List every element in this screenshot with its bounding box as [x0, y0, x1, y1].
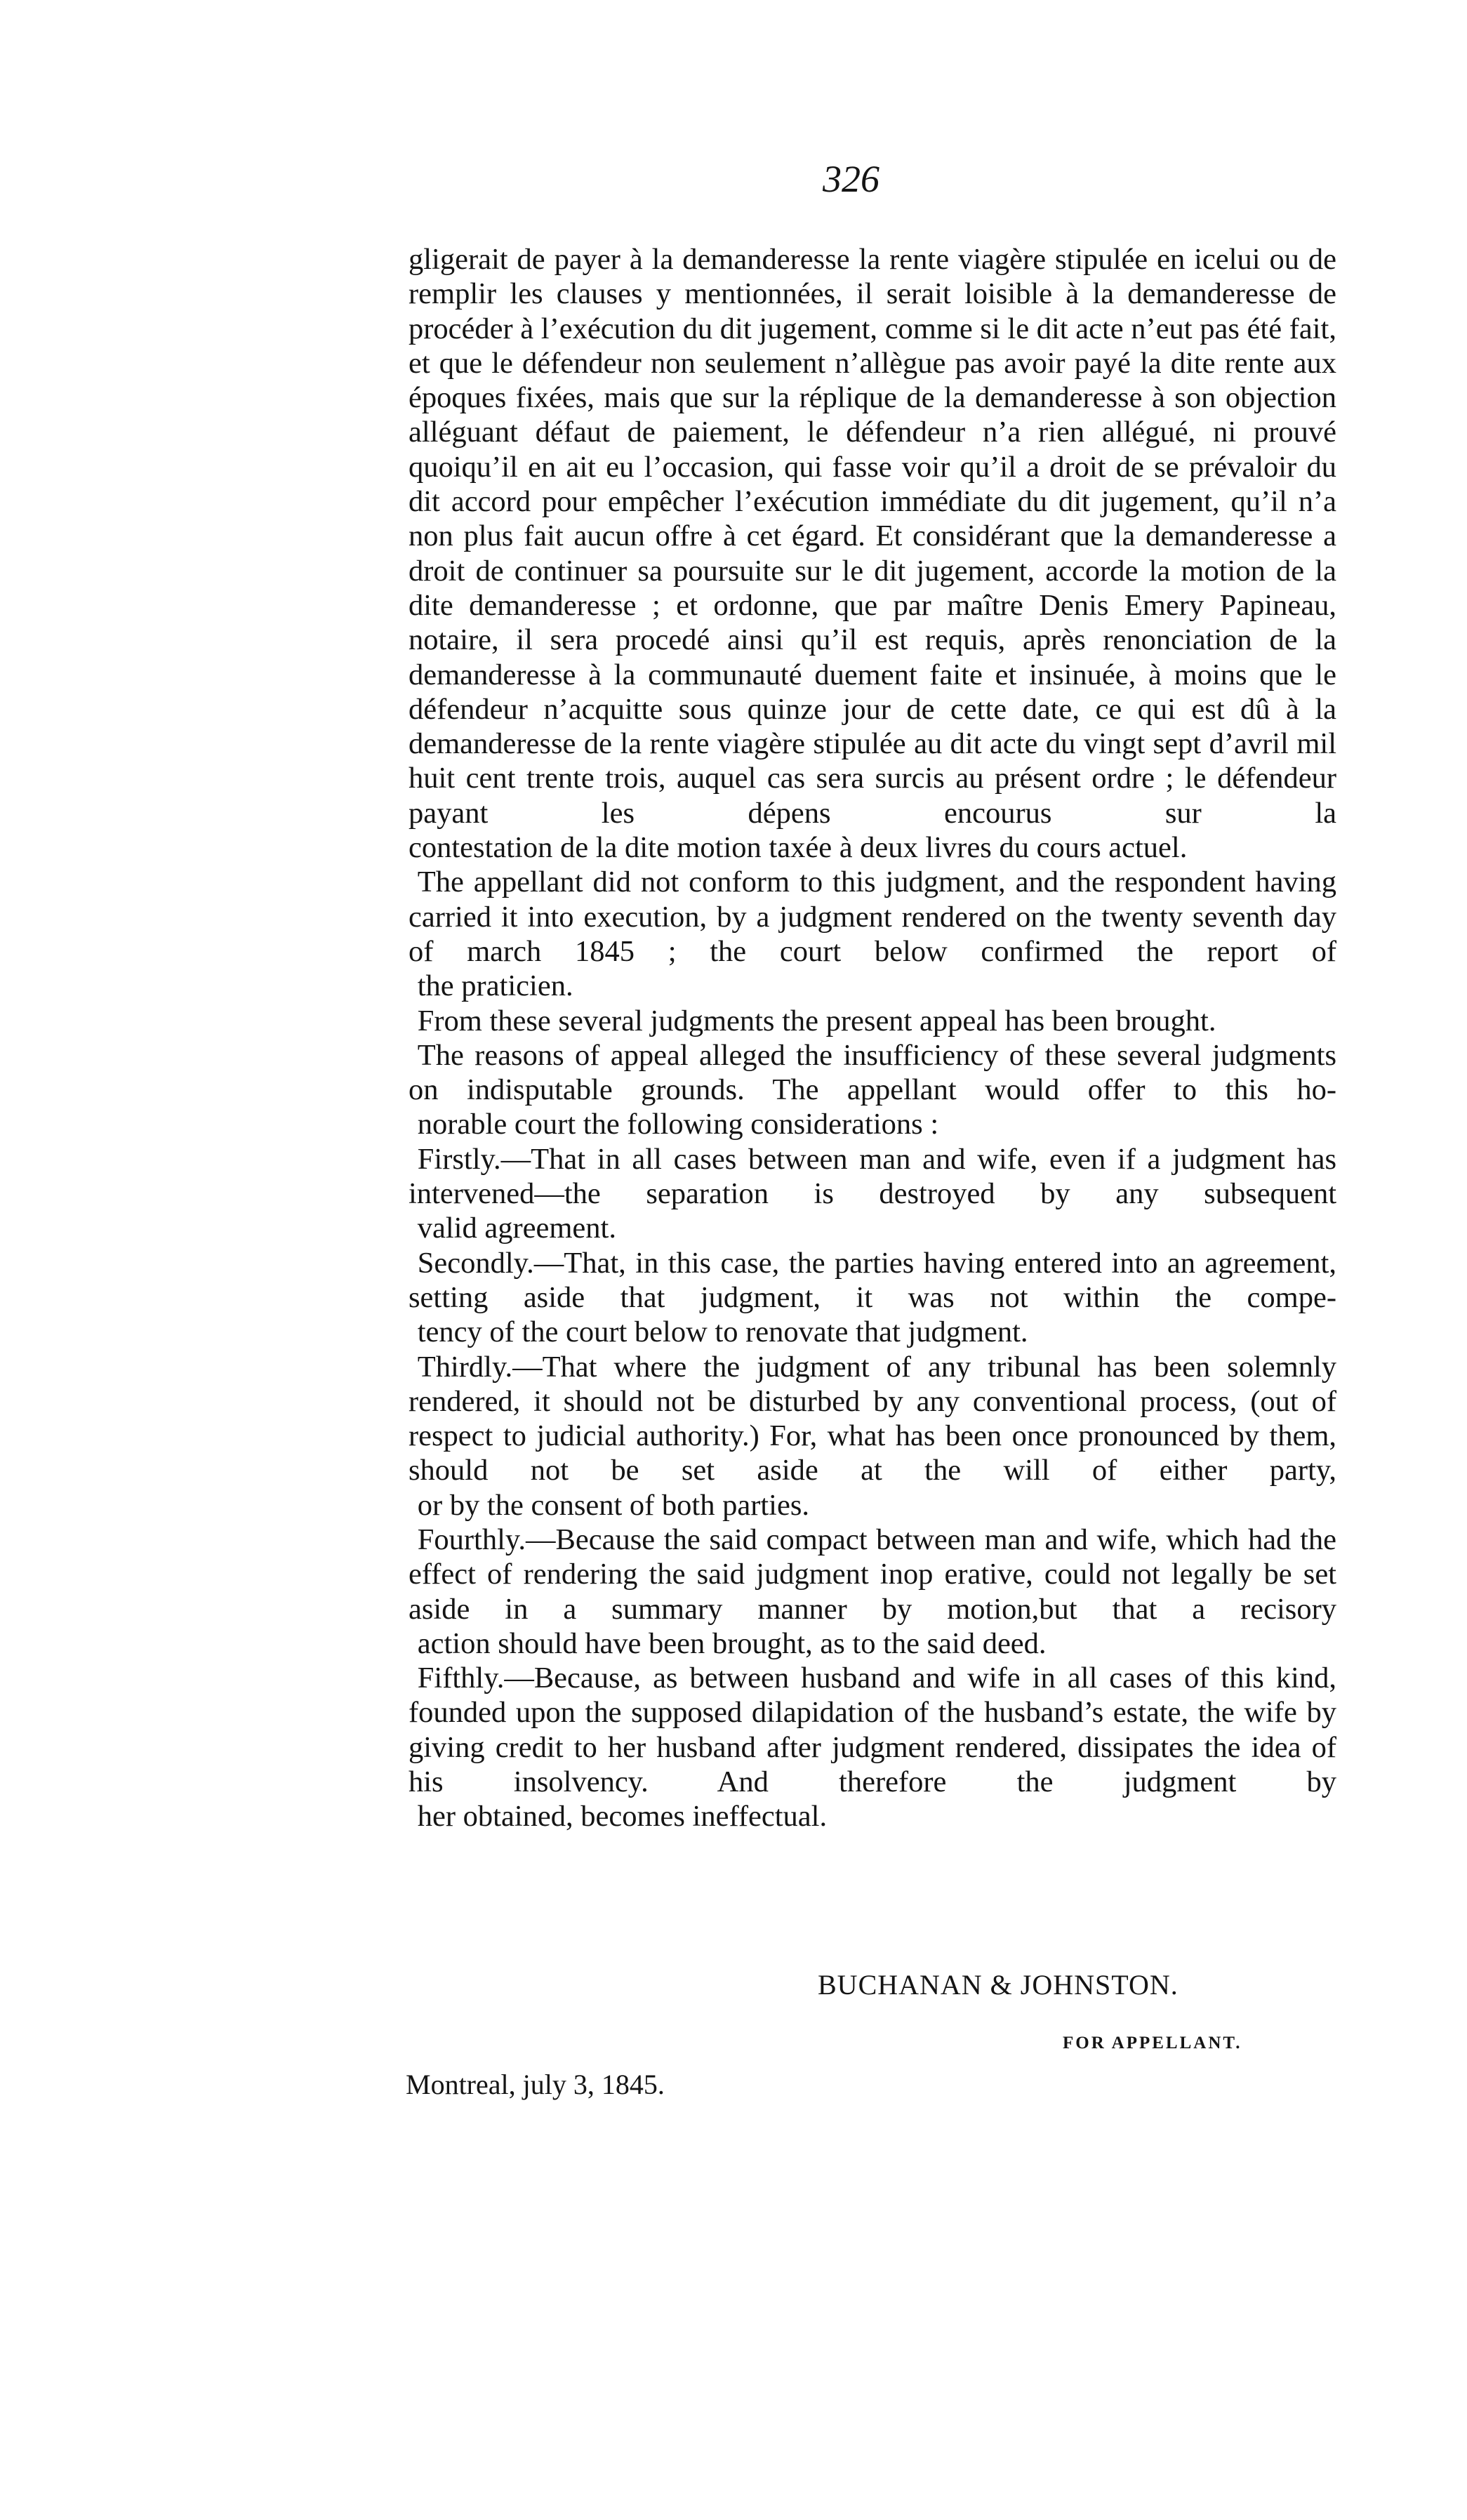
paragraph-text: Fourthly.—Because the said compact between man and wife, which had the effect of rendering the said judgment inop erative, could not legally be set aside in a summary manner by motion,but that a recisory: [409, 1523, 1336, 1626]
paragraph-last-line: [409, 969, 1336, 1003]
paragraph-last-line: tency of the court below to renovate that judgment.: [417, 1315, 1028, 1349]
paragraph-last-line: From these several judgments the present appeal has been brought.: [417, 1004, 1216, 1037]
body-text: [409, 242, 1336, 1834]
paragraph-last-line: norable court the following considerations :: [417, 1108, 939, 1141]
paragraph-last-line: or by the consent of both parties.: [417, 1488, 810, 1522]
paragraph-text: Fifthly.—Because, as between husband and wife in all cases of this kind, founded upon the supposed dilapidation of the husband’s estate, the wife by giving credit to her husband after judgment rendered, dissipates the idea of his insolvency. And therefore the judgment by: [409, 1662, 1336, 1799]
paragraph-text: Thirdly.—That where the judgment of any tribunal has been solemnly rendered, it should not be disturbed by any conventional process, (out of respect to judicial authority.) For, what has been once pronounced by them, should not be set aside at the will of either party,: [409, 1350, 1336, 1487]
paragraph-text: The reasons of appeal alleged the insufficiency of these several judgments on indisputable grounds. The appellant would offer to this ho-: [409, 1038, 1336, 1107]
paragraph-judgment-text: [409, 242, 1336, 865]
paragraph-last-line: contestation de la dite motion taxée à deux livres du cours actuel.: [409, 831, 1188, 865]
paragraph-text: Firstly.—That in all cases between man and wife, even if a judgment has intervened—the separation is destroyed by any subsequent: [409, 1142, 1336, 1211]
paragraph-fifthly: [409, 1661, 1336, 1833]
paragraph-text: gligerait de payer à la demanderesse la rente viagère stipulée en icelui ou de remplir les clauses y mentionnées, il serait loisible à la demanderesse de procéder à l’exécution du dit jugement, comme si le dit acte n’eut pas été fait, et que le défendeur non seulement n’allègue pas avoir payé la dite rente aux époques fixées, mais que sur la réplique de la demanderesse à son objection alléguant défaut de paiement, le défendeur n’a rien allégué, ni prouvé quoiqu’il en ait eu l’occasion, qui fasse voir qu’il a droit de se prévaloir du dit accord pour empêcher l’exécution immédiate du dit jugement, qu’il n’a non plus fait aucun offre à cet égard. Et considérant que la demanderesse a droit de continuer sa poursuite sur le dit jugement, accorde la motion de la dite demanderesse ; et ordonne, que par maître Denis Emery Papineau, notaire, il sera procedé ainsi qu’il est requis, après renonciation de la demanderesse à la communauté duement faite et insinuée, à moins que le défendeur n’acquitte sous quinze jour de cette date, ce qui est dû à la demanderesse de la rente viagère stipulée au dit acte du vingt sept d’avril mil huit cent trente trois, auquel cas sera surcis au présent ordre ; le défendeur payant les dépens encourus sur la: [409, 243, 1336, 830]
paragraph-text: The appellant did not conform to this judgment, and the respondent having carried it into execution, by a judgment rendered on the twenty seventh day of march 1845 ; the court below confirmed the report of: [409, 866, 1336, 968]
paragraph-secondly: [409, 1246, 1336, 1350]
paragraph-thirdly: [409, 1350, 1336, 1523]
place-date: Montreal, july 3, 1845.: [406, 2069, 665, 2100]
page-number: 326: [823, 158, 879, 200]
paragraph-fourthly: [409, 1523, 1336, 1661]
paragraph-last-line: her obtained, becomes ineffectual.: [417, 1800, 828, 1833]
paragraph-last-line-text: the praticien.: [417, 969, 573, 1003]
paragraph-appeal-brought: [409, 1004, 1336, 1038]
signature-role: FOR APPELLANT.: [1063, 2034, 1242, 2053]
paragraph-execution: [409, 865, 1336, 1003]
paragraph-reasons-of-appeal: [409, 1038, 1336, 1142]
paragraph-last-line: action should have been brought, as to the said deed.: [417, 1626, 1047, 1660]
paragraph-text: Secondly.—That, in this case, the parties having entered into an agreement, setting aside that judgment, it was not within the compe-: [409, 1246, 1336, 1314]
paragraph-last-line: valid agreement.: [417, 1212, 616, 1245]
signature-name: BUCHANAN & JOHNSTON.: [818, 1969, 1179, 2001]
paragraph-firstly: [409, 1142, 1336, 1246]
